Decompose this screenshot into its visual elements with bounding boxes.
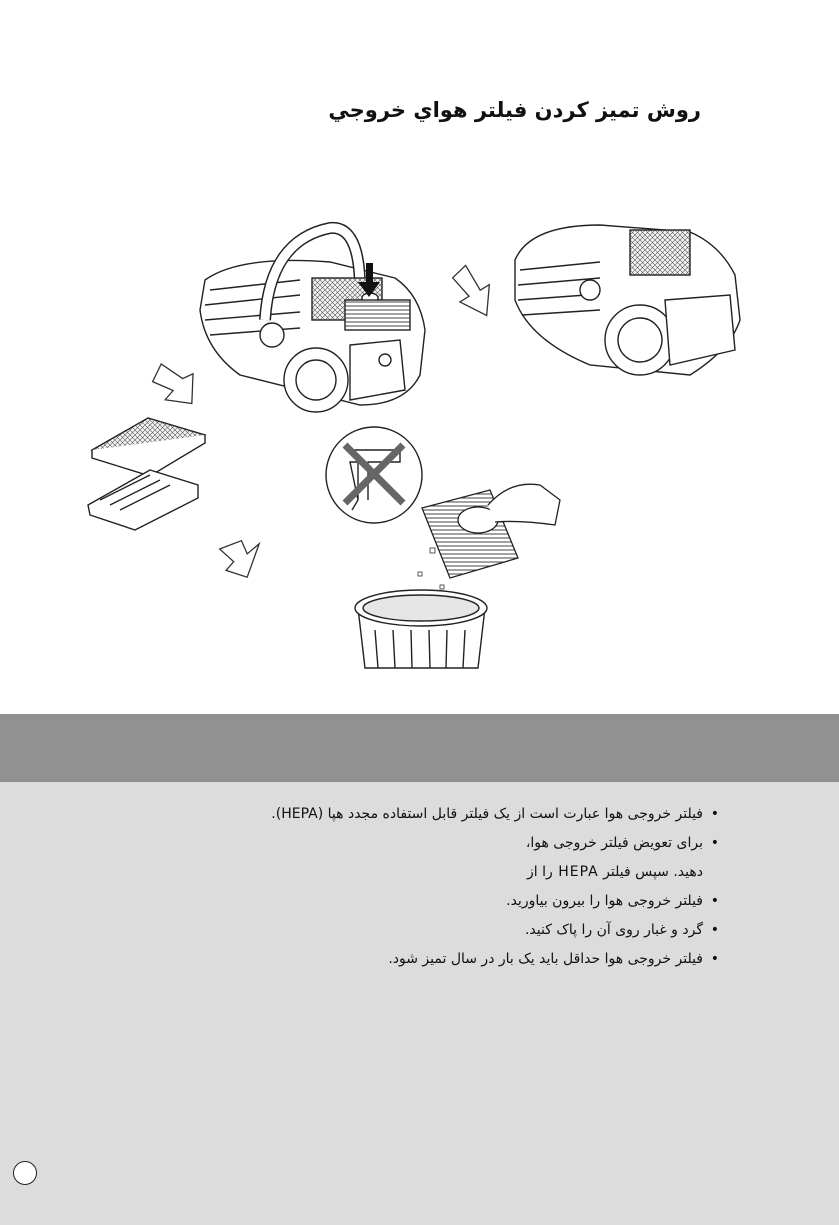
brushing-filter-illustration bbox=[422, 484, 560, 578]
vacuum-closed-illustration bbox=[515, 225, 740, 375]
list-item: • فیلتر خروجی هوا عبارت است از یک فیلتر قابل استفاده مجدد هپا (HEPA). bbox=[159, 800, 719, 829]
page-number-circle bbox=[13, 1161, 37, 1185]
list-item: دهید. سپس فیلتر HEPA را از bbox=[527, 864, 703, 880]
page-title: روش تميز كردن فيلتر هواي خروجي bbox=[328, 98, 701, 123]
filter-cleaning-illustration bbox=[0, 200, 839, 680]
instruction-list bbox=[159, 800, 719, 974]
list-item: • فیلتر خروجی هوا حداقل باید یک بار در سال تمیز شود. bbox=[159, 945, 719, 974]
list-item: • فیلتر خروجی هوا را بیرون بیاورید. bbox=[159, 887, 719, 916]
no-water-icon bbox=[326, 427, 422, 523]
section-band bbox=[0, 714, 839, 782]
vacuum-open-illustration bbox=[200, 228, 425, 412]
filter-parts-illustration bbox=[88, 418, 205, 530]
list-item: • برای تعویض فیلتر خروجی هوا، bbox=[159, 829, 719, 858]
trash-can-illustration bbox=[355, 590, 487, 668]
list-item: • گرد و غبار روی آن را پاک کنید. bbox=[159, 916, 719, 945]
